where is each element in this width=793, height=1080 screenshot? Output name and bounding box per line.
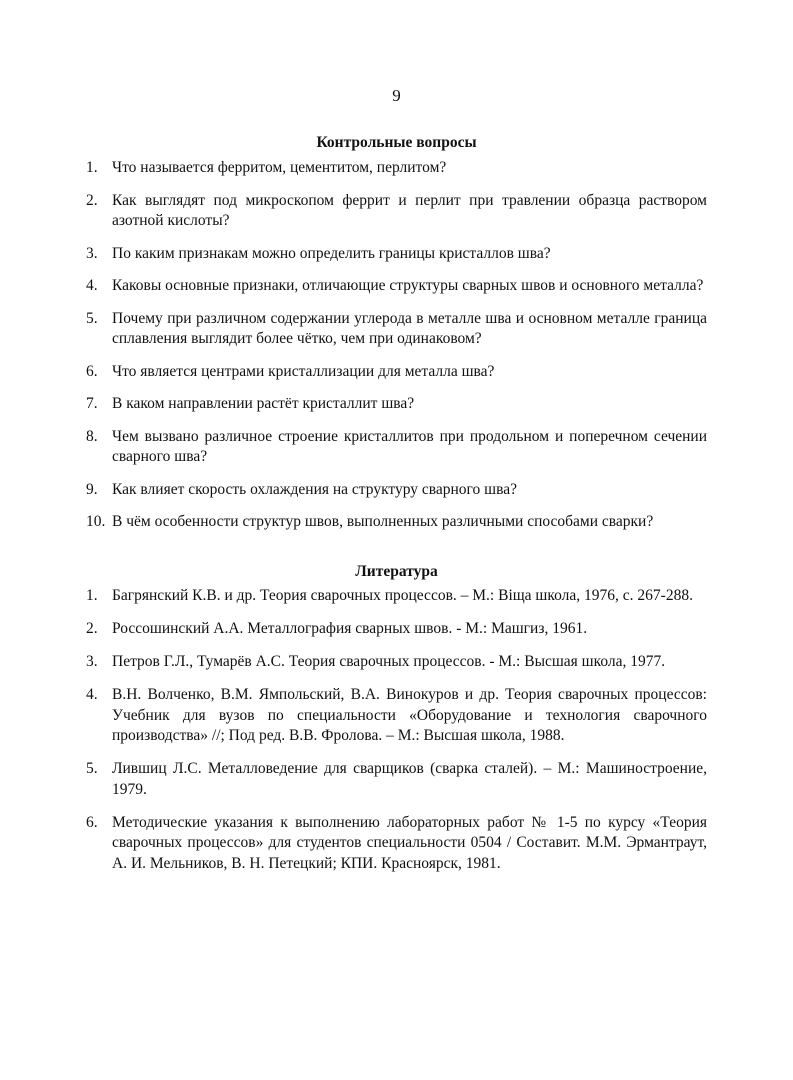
literature-number: 6. <box>86 813 98 831</box>
question-number: 7. <box>86 395 98 412</box>
question-text: По каким признакам можно определить границы кристаллов шва? <box>112 244 551 262</box>
question-item <box>86 276 707 297</box>
literature-number: 3. <box>86 653 98 670</box>
literature-item <box>86 685 707 747</box>
question-number: 3. <box>86 244 98 262</box>
question-text: Как выглядят под микроскопом феррит и перлит при травлении образца раствором азотной кислоты? <box>112 191 707 229</box>
questions-list <box>86 158 707 545</box>
question-text: Что является центрами кристаллизации для металла шва? <box>112 362 495 380</box>
question-number: 6. <box>86 362 98 380</box>
question-number: 4. <box>86 277 98 294</box>
literature-text: Петров Г.Л., Тумарёв А.С. Теория сварочных процессов. - М.: Высшая школа, 1977. <box>112 653 666 670</box>
question-number: 9. <box>86 480 98 498</box>
question-item <box>86 244 707 265</box>
literature-item <box>86 813 707 875</box>
literature-number: 5. <box>86 760 98 777</box>
literature-number: 4. <box>86 686 98 703</box>
question-text: Почему при различном содержании углерода в металле шва и основном металле граница сплавления выглядит более чётко, чем при одинаковом? <box>112 309 707 347</box>
question-item <box>86 480 707 501</box>
question-number: 8. <box>86 427 98 445</box>
question-number: 1. <box>86 159 98 176</box>
literature-item <box>86 652 707 673</box>
literature-text: Методические указания к выполнению лабораторных работ № 1-5 по курсу «Теория сварочных процессов» для студентов специальности 0504 / Составит. М.М. Эрмантраут, А. И. Мельников, В. Н. Петецкий; КПИ. Красноярск, 1981. <box>112 813 707 872</box>
question-number: 2. <box>86 191 98 209</box>
question-text: Каковы основные признаки, отличающие структуры сварных швов и основного металла? <box>112 277 704 294</box>
literature-text: Лившиц Л.С. Металловедение для сварщиков (сварка сталей). – М.: Машиностроение, 1979. <box>112 760 707 798</box>
question-text: Как влияет скорость охлаждения на структуру сварного шва? <box>112 480 517 498</box>
literature-text: В.Н. Волченко, В.М. Ямпольский, В.А. Винокуров и др. Теория сварочных процессов: Учебник для вузов по специальности «Оборудование и технология сварочного производства» //; Под ред. В.В. Фролова. – М.: Высшая школа, 1988. <box>112 686 707 744</box>
page-number: 9 <box>392 86 401 105</box>
literature-item <box>86 586 707 607</box>
question-text: В чём особенности структур швов, выполненных различными способами сварки? <box>112 513 654 530</box>
question-item <box>86 427 707 468</box>
question-item <box>86 191 707 232</box>
question-item <box>86 158 707 179</box>
literature-text: Багрянский К.В. и др. Теория сварочных процессов. – М.: Віща школа, 1976, с. 267-288. <box>112 587 693 604</box>
question-text: В каком направлении растёт кристаллит шва? <box>112 395 415 412</box>
question-item <box>86 362 707 383</box>
questions-heading: Контрольные вопросы <box>316 134 477 151</box>
question-number: 5. <box>86 309 98 327</box>
literature-list <box>86 586 707 887</box>
question-item <box>86 394 707 415</box>
question-text: Что называется ферритом, цементитом, перлитом? <box>112 159 447 176</box>
question-item <box>86 512 707 533</box>
literature-item <box>86 619 707 640</box>
literature-heading: Литература <box>355 563 438 580</box>
literature-item <box>86 759 707 800</box>
literature-number: 2. <box>86 620 98 637</box>
literature-number: 1. <box>86 587 98 604</box>
question-text: Чем вызвано различное строение кристаллитов при продольном и поперечном сечении сварного шва? <box>112 427 707 465</box>
question-number: 10. <box>86 513 106 530</box>
question-item <box>86 309 707 350</box>
literature-text: Россошинский А.А. Металлография сварных швов. - М.: Машгиз, 1961. <box>112 620 588 637</box>
